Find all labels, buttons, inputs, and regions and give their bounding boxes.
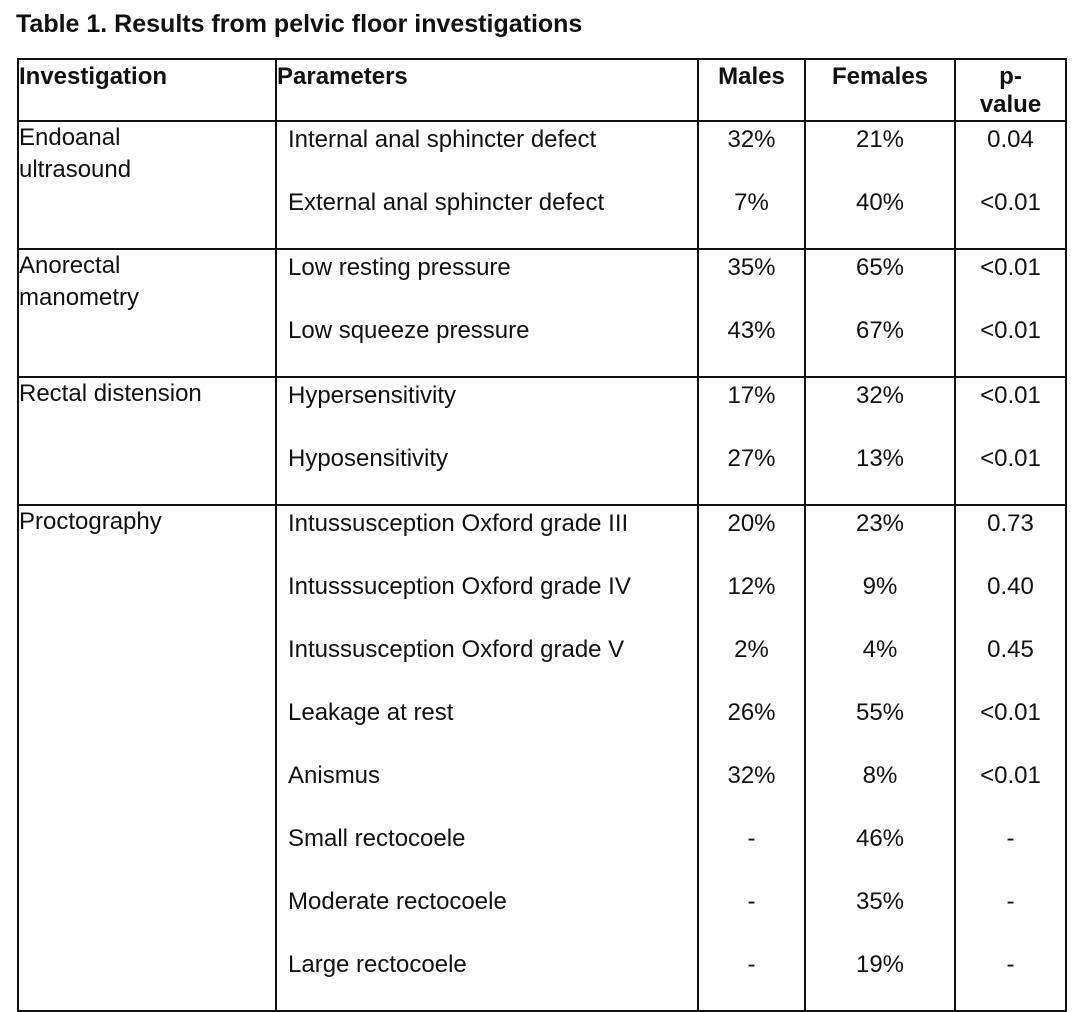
males-cell: 7% <box>734 189 769 216</box>
females-cell: 13% <box>855 445 905 472</box>
females-column-group <box>805 377 955 505</box>
pvalue-cell: - <box>1006 825 1015 852</box>
header-males: Males <box>698 59 805 121</box>
females-cell: 35% <box>855 888 905 915</box>
parameter-cell: Internal anal sphincter defect <box>288 126 597 153</box>
females-column-group <box>805 505 955 1011</box>
pvalue-cell: - <box>1006 888 1015 915</box>
parameter-cell: Intussusception Oxford grade V <box>288 636 625 663</box>
females-cell: 32% <box>855 382 905 409</box>
females-cell: 23% <box>855 510 905 537</box>
parameter-cell: Low squeeze pressure <box>288 317 530 344</box>
males-cell: 27% <box>727 445 776 472</box>
parameter-cell: Intussusception Oxford grade III <box>288 510 629 537</box>
pvalue-column-group <box>955 505 1066 1011</box>
females-cell: 67% <box>855 317 905 344</box>
pvalue-cell: <0.01 <box>980 382 1041 409</box>
pvalue-cell: <0.01 <box>980 317 1041 344</box>
females-cell: 19% <box>855 951 905 978</box>
males-cell: 35% <box>727 254 776 281</box>
pvalue-cell: <0.01 <box>980 445 1041 472</box>
males-cell: 17% <box>727 382 776 409</box>
investigation-cell: Endoanal ultrasound <box>18 121 276 249</box>
females-cell: 46% <box>855 825 905 852</box>
pvalue-cell: 0.04 <box>987 126 1034 153</box>
males-cell: 32% <box>727 762 776 789</box>
males-cell: 12% <box>727 573 776 600</box>
parameter-cell: Leakage at rest <box>288 699 454 726</box>
parameter-cell: Anismus <box>288 762 381 789</box>
investigation-cell: Anorectal manometry <box>18 249 276 377</box>
pvalue-cell: 0.73 <box>987 510 1034 537</box>
parameter-cell: External anal sphincter defect <box>288 189 605 216</box>
males-cell: 32% <box>727 126 776 153</box>
pvalue-cell: <0.01 <box>980 254 1041 281</box>
header-pvalue: p- value <box>955 59 1066 121</box>
parameter-column-group <box>276 121 698 249</box>
pvalue-cell: 0.40 <box>987 573 1034 600</box>
header-females: Females <box>805 59 955 121</box>
parameter-column-group <box>276 377 698 505</box>
parameter-cell: Hypersensitivity <box>288 382 457 409</box>
investigation-cell: Proctography <box>18 505 276 1011</box>
females-column-group <box>805 121 955 249</box>
females-cell: 65% <box>855 254 905 281</box>
pvalue-cell: <0.01 <box>980 762 1041 789</box>
table-row <box>18 505 1066 1011</box>
females-cell: 55% <box>855 699 905 726</box>
pvalue-cell: 0.45 <box>987 636 1034 663</box>
pvalue-column-group <box>955 121 1066 249</box>
parameter-cell: Moderate rectocoele <box>288 888 507 915</box>
males-cell: 20% <box>727 510 776 537</box>
males-column-group <box>698 249 805 377</box>
parameter-cell: Large rectocoele <box>288 951 467 978</box>
pvalue-cell: - <box>1006 951 1015 978</box>
parameter-cell: Intusssuception Oxford grade IV <box>288 573 631 600</box>
results-table <box>17 58 1067 1012</box>
males-column-group <box>698 505 805 1011</box>
header-investigation: Investigation <box>18 59 276 121</box>
females-cell: 21% <box>855 126 905 153</box>
parameter-column-group <box>276 505 698 1011</box>
females-cell: 9% <box>862 573 898 600</box>
table-row <box>18 249 1066 377</box>
header-row <box>18 59 1066 121</box>
females-cell: 4% <box>862 636 898 663</box>
parameter-cell: Small rectocoele <box>288 825 466 852</box>
table-caption: Table 1. Results from pelvic floor investigations <box>16 10 583 38</box>
parameter-cell: Hyposensitivity <box>288 445 449 472</box>
males-cell: 2% <box>734 636 769 663</box>
males-cell: - <box>747 951 756 978</box>
pvalue-column-group <box>955 377 1066 505</box>
males-cell: - <box>747 888 756 915</box>
table-row <box>18 121 1066 249</box>
parameter-cell: Low resting pressure <box>288 254 511 281</box>
pvalue-cell: <0.01 <box>980 189 1041 216</box>
investigation-cell: Rectal distension <box>18 377 276 505</box>
header-parameters: Parameters <box>276 59 698 121</box>
males-cell: 26% <box>727 699 776 726</box>
parameter-column-group <box>276 249 698 377</box>
pvalue-column-group <box>955 249 1066 377</box>
males-column-group <box>698 121 805 249</box>
table-row <box>18 377 1066 505</box>
females-column-group <box>805 249 955 377</box>
females-cell: 40% <box>855 189 905 216</box>
pvalue-cell: <0.01 <box>980 699 1041 726</box>
males-cell: - <box>747 825 756 852</box>
females-cell: 8% <box>862 762 898 789</box>
males-cell: 43% <box>727 317 776 344</box>
males-column-group <box>698 377 805 505</box>
